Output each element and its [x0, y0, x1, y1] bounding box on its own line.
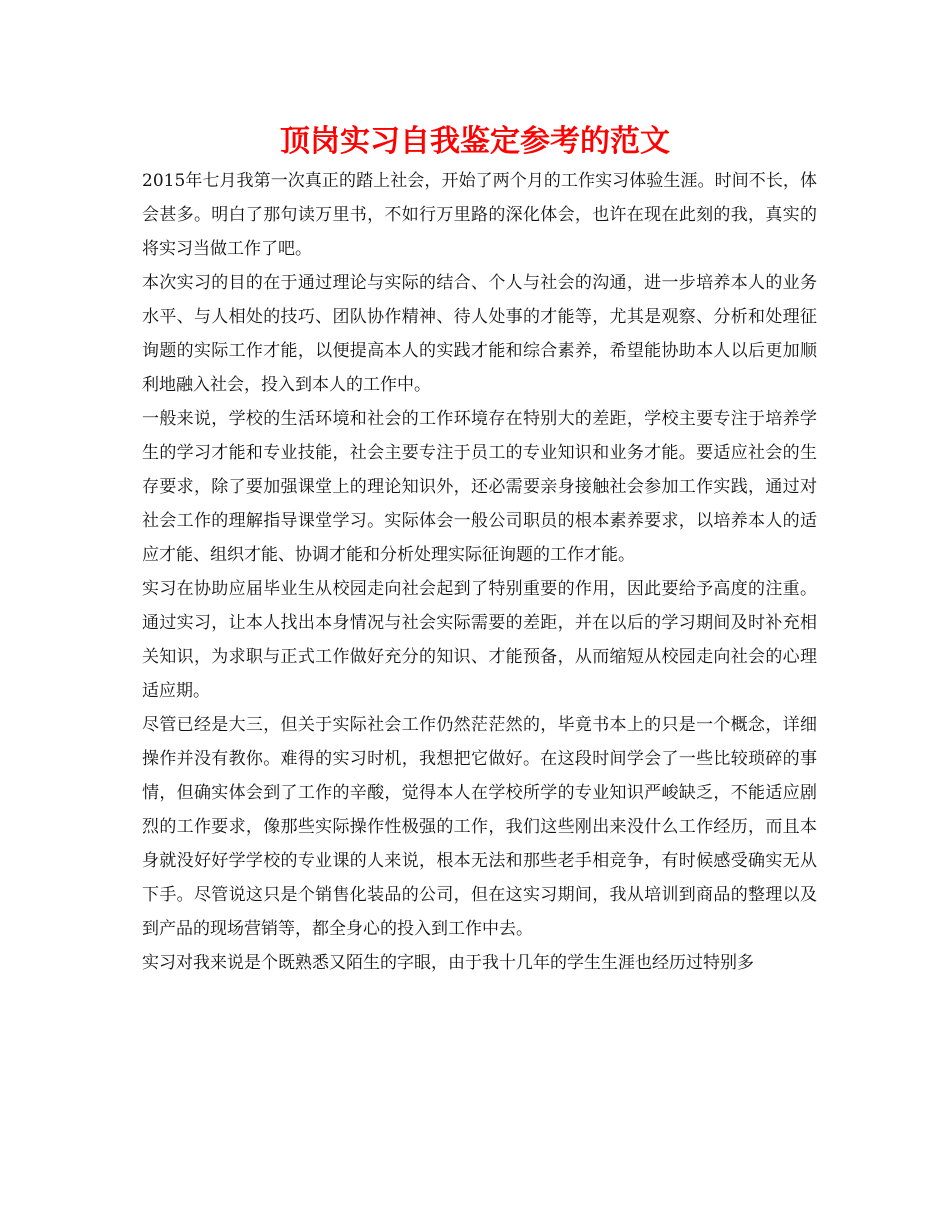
document-title: 顶岗实习自我鉴定参考的范文: [280, 124, 670, 159]
document-body: [142, 164, 817, 980]
paragraph-6: 实习对我来说是个既熟悉又陌生的字眼，由于我十几年的学生生涯也经历过特别多: [142, 953, 754, 973]
paragraph-2: 本次实习的目的在于通过理论与实际的结合、个人与社会的沟通，进一步培养本人的业务水平、与人相处的技巧、团队协作精神、待人处事的才能等，尤其是观察、分析和处理征询题的实际工作才能，以便提高本人的实践才能和综合素养，希望能协助本人以后更加顺利地融入社会，投入到本人的工作中。: [142, 273, 817, 395]
paragraph-1: 2015年七月我第一次真正的踏上社会，开始了两个月的工作实习体验生涯。时间不长，体会甚多。明白了那句读万里书，不如行万里路的深化体会，也许在现在此刻的我，真实的将实习当做工作了吧。: [142, 171, 817, 259]
paragraph-5: 尽管已经是大三，但关于实际社会工作仍然茫茫然的，毕竟书本上的只是一个概念，详细操作并没有教你。难得的实习时机，我想把它做好。在这段时间学会了一些比较琐碎的事情，但确实体会到了工作的辛酸，觉得本人在学校所学的专业知识严峻缺乏，不能适应剧烈的工作要求，像那些实际操作性极强的工作，我们这些刚出来没什么工作经历，而且本身就没好好学学校的专业课的人来说，根本无法和那些老手相竞争，有时候感受确实无从下手。尽管说这只是个销售化装品的公司，但在这实习期间，我从培训到商品的整理以及到产品的现场营销等，都全身心的投入到工作中去。: [142, 715, 817, 939]
paragraph-3: 一般来说，学校的生活环境和社会的工作环境存在特别大的差距，学校主要专注于培养学生的学习才能和专业技能，社会主要专注于员工的专业知识和业务才能。要适应社会的生存要求，除了要加强课堂上的理论知识外，还必需要亲身接触社会参加工作实践，通过对社会工作的理解指导课堂学习。实际体会一般公司职员的根本素养要求，以培养本人的适应才能、组织才能、协调才能和分析处理实际征询题的工作才能。: [142, 409, 817, 565]
paragraph-4: 实习在协助应届毕业生从校园走向社会起到了特别重要的作用，因此要给予高度的注重。通过实习，让本人找出本身情况与社会实际需要的差距，并在以后的学习期间及时补充相关知识，为求职与正式工作做好充分的知识、才能预备，从而缩短从校园走向社会的心理适应期。: [142, 579, 817, 701]
